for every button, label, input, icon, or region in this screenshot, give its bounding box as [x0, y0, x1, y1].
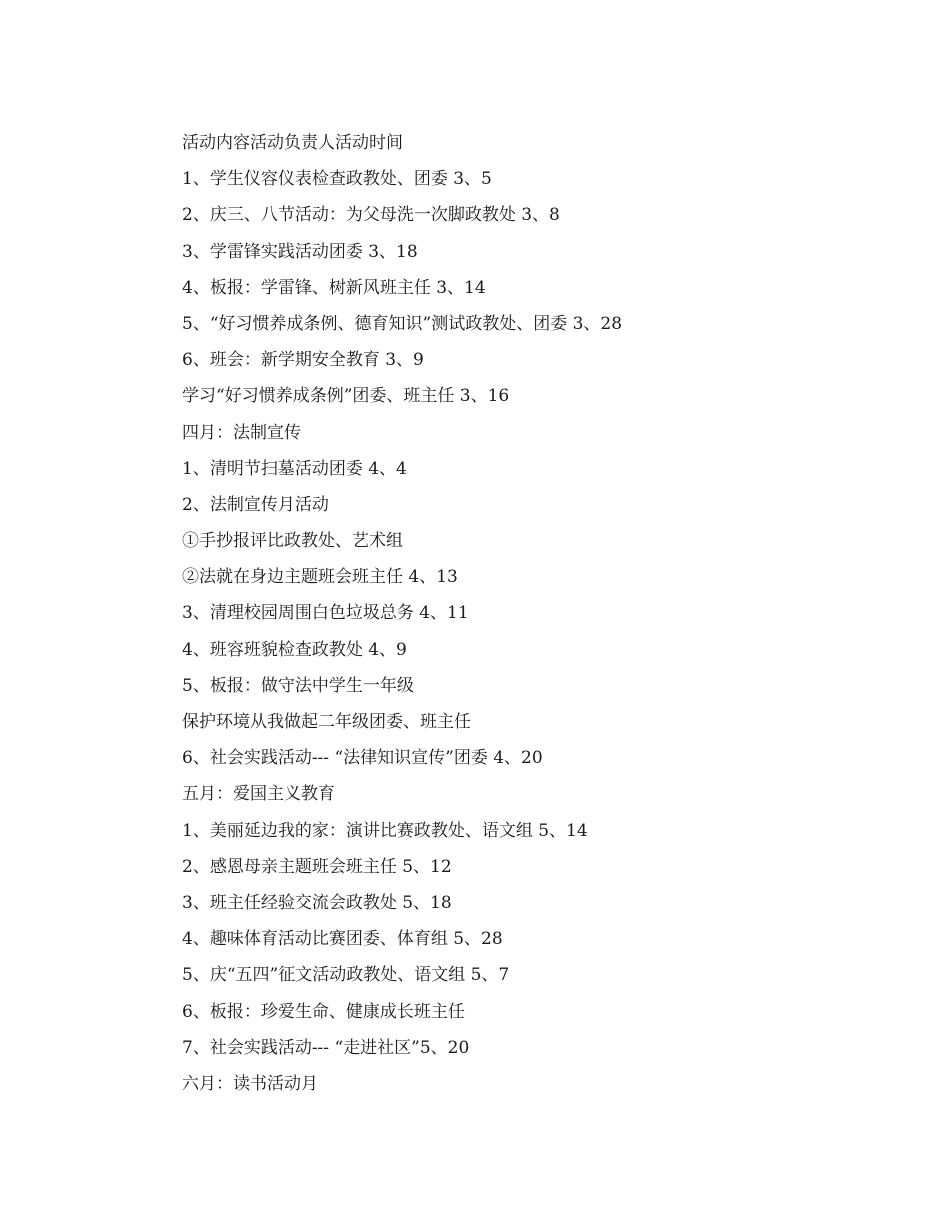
text-line: 5、庆“五四”征文活动政教处、语文组 5、7	[182, 965, 510, 986]
text-line: 2、庆三、八节活动：为父母洗一次脚政教处 3、8	[182, 205, 560, 226]
section-heading-april: 四月：法制宣传	[182, 422, 301, 443]
text-line: 7、社会实践活动--- “走进社区”5、20	[182, 1037, 470, 1058]
text-line: 5、“好习惯养成条例、德育知识”测试政教处、团委 3、28	[182, 313, 623, 334]
text-line: 6、班会：新学期安全教育 3、9	[182, 350, 424, 371]
text-line: 4、班容班貌检查政教处 4、9	[182, 639, 407, 660]
text-line: 学习“好习惯养成条例”团委、班主任 3、16	[182, 386, 510, 407]
text-line: 4、趣味体育活动比赛团委、体育组 5、28	[182, 929, 503, 950]
document-body	[182, 130, 882, 1107]
section-heading-june: 六月：读书活动月	[182, 1073, 318, 1094]
text-line: 6、社会实践活动--- “法律知识宣传”团委 4、20	[182, 748, 543, 769]
text-line: 6、板报：珍爱生命、健康成长班主任	[182, 1001, 465, 1022]
text-line: 2、法制宣传月活动	[182, 494, 329, 515]
text-line: 3、学雷锋实践活动团委 3、18	[182, 241, 418, 262]
header-line: 活动内容活动负责人活动时间	[182, 133, 403, 153]
text-line: 1、清明节扫墓活动团委 4、4	[182, 458, 407, 479]
text-line: 保护环境从我做起二年级团委、班主任	[182, 712, 471, 732]
text-line: 1、美丽延边我的家：演讲比赛政教处、语文组 5、14	[182, 820, 588, 841]
section-heading-may: 五月：爱国主义教育	[182, 784, 335, 805]
text-line: 3、班主任经验交流会政教处 5、18	[182, 892, 452, 913]
text-line: 1、学生仪容仪表检查政教处、团委 3、5	[182, 169, 492, 190]
text-line: ②法就在身边主题班会班主任 4、13	[182, 567, 458, 588]
text-line: 4、板报：学雷锋、树新风班主任 3、14	[182, 277, 486, 298]
text-line: 2、感恩母亲主题班会班主任 5、12	[182, 856, 452, 877]
text-line: ①手抄报评比政教处、艺术组	[182, 531, 403, 552]
text-line: 3、清理校园周围白色垃圾总务 4、11	[182, 603, 469, 624]
text-line: 5、板报：做守法中学生一年级	[182, 675, 414, 696]
